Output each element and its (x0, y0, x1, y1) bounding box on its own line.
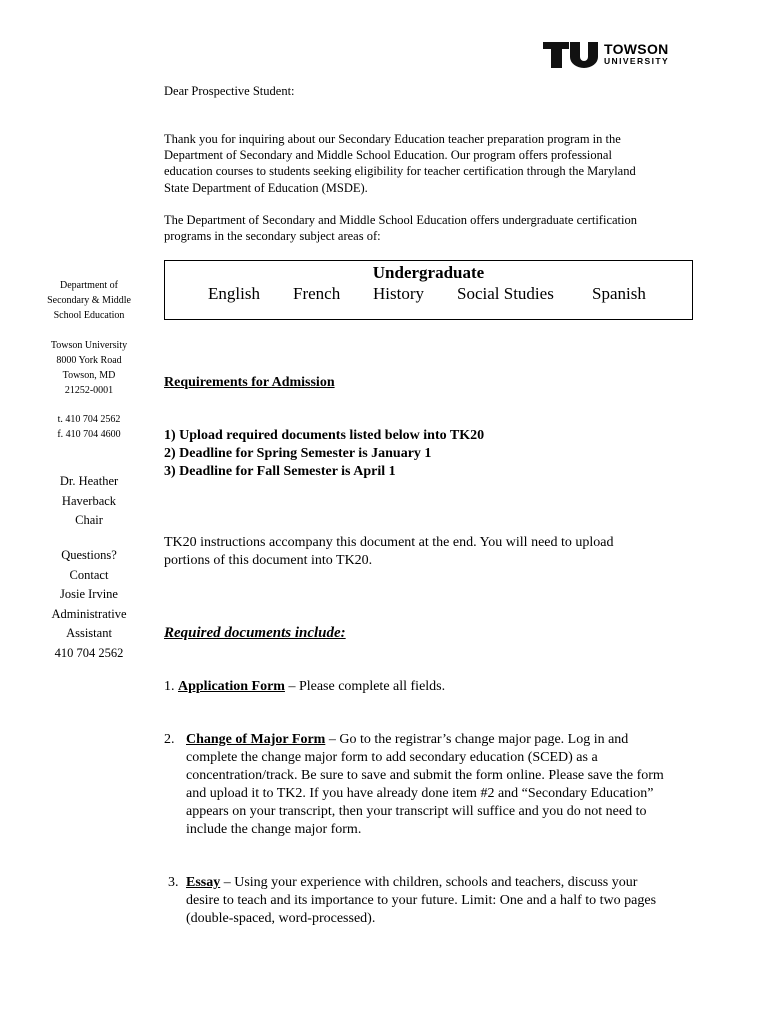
subject-french: French (293, 284, 341, 303)
programs-paragraph (164, 212, 704, 244)
item-text: – Please complete all fields. (284, 679, 446, 694)
item-text: – Using your experience with children, schools and teachers, discuss your (220, 875, 638, 890)
item-number: 3. (168, 875, 179, 890)
sidebar-line: Secondary & Middle (47, 295, 131, 306)
text-line: include the change major form. (186, 822, 362, 837)
subject-social-studies: Social Studies (457, 284, 554, 303)
sidebar-line: Haverback (61, 493, 117, 508)
step-item: 2) Deadline for Spring Semester is January 1 (164, 446, 432, 461)
item-number: 1. (164, 679, 175, 694)
sidebar-line: Department of (59, 280, 119, 291)
sidebar-line: Towson University (50, 340, 128, 351)
sidebar-line: Assistant (66, 626, 112, 640)
step-item: 3) Deadline for Fall Semester is April 1 (164, 464, 396, 479)
doc-item-application (164, 678, 445, 696)
item-title: Change of Major Form (186, 732, 326, 747)
sidebar-contact (28, 546, 150, 663)
tu-logo-mark-icon (543, 42, 599, 68)
text-line: portions of this document into TK20. (164, 553, 373, 568)
item-title: Application Form (178, 679, 285, 694)
logo-wordmark-line2: UNIVERSITY (604, 56, 670, 66)
sidebar-line: Dr. Heather (59, 474, 119, 488)
doc-item-essay (168, 874, 708, 928)
text-line: appears on your transcript, then your transcript will suffice and you do not need to (186, 804, 647, 819)
requirements-heading: Requirements for Admission (164, 375, 335, 390)
text-line: The Department of Secondary and Middle School Education offers undergraduate certification (164, 213, 637, 227)
logo-wordmark-line1: TOWSON (604, 41, 669, 57)
text-line: programs in the secondary subject areas of: (164, 229, 381, 244)
subject-english: English (208, 284, 260, 303)
sidebar-line: Questions? (61, 548, 117, 562)
text-line: education courses to students seeking eligibility for teacher certification through the Maryland (164, 164, 636, 179)
text-line: and upload it to TK2. If you have already done item #2 and “Secondary Education” (186, 786, 654, 801)
subjects-table (164, 260, 693, 320)
tk20-instructions (164, 534, 613, 570)
sidebar-line: 21252-0001 (64, 385, 114, 396)
item-text: – Go to the registrar’s change major page. Log in and (325, 732, 629, 747)
sidebar-line: Towson, MD (62, 370, 116, 381)
text-line: Thank you for inquiring about our Secondary Education teacher preparation program in the (164, 132, 621, 146)
intro-paragraph (164, 131, 704, 196)
sidebar-line: 410 704 2562 (54, 645, 124, 660)
text-line: desire to teach and its importance to your future. Limit: One and a half to two pages (186, 893, 657, 908)
requirements-steps (164, 427, 484, 481)
sidebar-address (28, 338, 150, 398)
towson-logo (543, 42, 693, 68)
subject-history: History (373, 284, 424, 303)
sidebar-department (28, 278, 150, 323)
sidebar-line: Chair (75, 513, 103, 527)
step-item: 1) Upload required documents listed below into TK20 (164, 428, 485, 443)
text-line: (double-spaced, word-processed). (186, 911, 376, 926)
salutation: Dear Prospective Student: (164, 84, 295, 98)
sidebar-line: Administrative (51, 606, 127, 621)
sidebar-line: t. 410 704 2562 (57, 414, 121, 425)
sidebar-phone (28, 412, 150, 442)
sidebar-line: School Education (53, 310, 125, 321)
text-line: Department of Secondary and Middle School Education. Our program offers professional (164, 148, 612, 163)
item-title: Essay (186, 875, 221, 890)
sidebar-line: 8000 York Road (56, 355, 122, 366)
sidebar-line: Contact (69, 567, 109, 582)
subject-spanish: Spanish (592, 284, 646, 303)
table-title: Undergraduate (372, 263, 485, 282)
doc-item-change-major (164, 731, 724, 839)
sidebar-line: f. 410 704 4600 (57, 429, 121, 440)
sidebar-chair (28, 472, 150, 531)
text-line: State Department of Education (MSDE). (164, 180, 368, 195)
item-number: 2. (164, 732, 175, 747)
sidebar-line: Josie Irvine (60, 587, 118, 601)
text-line: concentration/track. Be sure to save and submit the form online. Please save the form (186, 768, 664, 783)
text-line: complete the change major form to add secondary education (SCED) as a (186, 750, 598, 765)
documents-heading: Required documents include: (164, 625, 346, 641)
text-line: TK20 instructions accompany this document at the end. You will need to upload (164, 535, 614, 550)
